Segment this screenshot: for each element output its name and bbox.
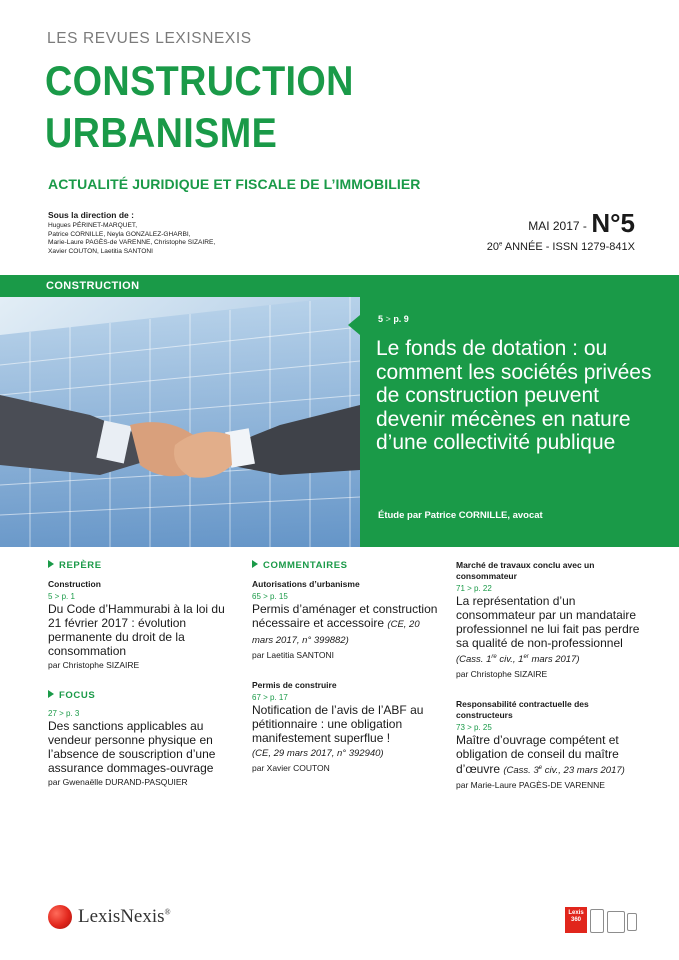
lexis360-badge <box>565 907 587 933</box>
article-title: Notification de l’avis de l’ABF au pétitionnaire : une obligation manifestement superflue ! (CE, 29 mars 2017, n° 392940) <box>252 703 424 759</box>
case-citation: (Cass. 3e civ., 23 mars 2017) <box>503 765 625 777</box>
lexisnexis-mark-icon <box>48 905 72 929</box>
series-name: LES REVUES LEXISNEXIS <box>47 30 252 47</box>
feature-page-ref: 5 > p. 9 <box>378 314 409 324</box>
article-author: par Christophe SIZAIRE <box>48 660 140 670</box>
issue-year-issn: 20e ANNÉE - ISSN 1279-841X <box>486 241 635 253</box>
desktop-icon <box>607 911 625 933</box>
lexis360-badge-text: Lexis 360 <box>568 910 584 923</box>
article-page-ref: 73 > p. 25 <box>456 723 492 733</box>
article-kicker: Autorisations d’urbanisme <box>252 579 360 589</box>
article-page-ref: 5 > p. 1 <box>48 592 75 601</box>
article-author: par Laetitia SANTONI <box>252 650 335 660</box>
article-author: par Xavier COUTON <box>252 763 330 773</box>
article-author: par Gwenaëlle DURAND-PASQUIER <box>48 777 188 787</box>
category-label: CONSTRUCTION <box>46 280 140 292</box>
article-page-ref: 65 > p. 15 <box>252 592 288 601</box>
article-kicker: Marché de travaux conclu avec un consommateur <box>456 560 595 581</box>
lexisnexis-wordmark: LexisNexis® <box>78 906 171 927</box>
director-line: Marie-Laure PAGÈS-de VARENNE, Christophe SIZAIRE, <box>48 239 216 247</box>
director-line: Patrice CORNILLE, Neyla GONZALEZ-GHARBI, <box>48 230 191 238</box>
feature-byline: Étude par Patrice CORNILLE, avocat <box>378 510 543 521</box>
journal-title-line1: CONSTRUCTION <box>45 57 354 104</box>
feature-headline: Le fonds de dotation : ou comment les sociétés privées de construction peuvent devenir mécènes en nature d’une collectivité publique <box>376 337 652 454</box>
issue-date: MAI 2017 - <box>528 219 587 233</box>
director-line: Xavier COUTON, Laetitia SANTONI <box>48 247 153 255</box>
issue-info <box>528 208 635 239</box>
feature-section <box>0 275 679 547</box>
article-author: par Marie-Laure PAGÈS-DE VARENNE <box>456 780 605 791</box>
column-commentaires-cont <box>456 560 646 800</box>
article-page-ref: 27 > p. 3 <box>48 709 80 718</box>
direction-names <box>48 222 308 256</box>
triangle-icon <box>252 560 258 568</box>
article-title: Des sanctions applicables au vendeur personne physique en l’absence de souscription d’une assurance dommages-ouvrage <box>48 719 216 775</box>
article-kicker: Permis de construire <box>252 680 337 690</box>
panel-pointer <box>348 315 360 335</box>
article-title: La représentation d’un consommateur par un mandataire professionnel ne lui fait pas perdre sa qualité de non-professionnel (Cass. 1re civ., 1er mars 2017) <box>456 594 640 666</box>
triangle-icon <box>48 560 54 568</box>
section-heading-repere: REPÈRE <box>48 560 238 571</box>
article-title: Permis d’aménager et construction nécessaire et accessoire (CE, 20 mars 2017, n° 399882) <box>252 602 438 646</box>
journal-title-line2: URBANISME <box>45 109 278 156</box>
section-heading-commentaires: COMMENTAIRES <box>252 560 442 571</box>
issue-number: N°5 <box>591 208 635 238</box>
phone-icon <box>627 913 637 931</box>
article-title: Du Code d’Hammurabi à la loi du 21 février 2017 : évolution permanente du droit de la consommation <box>48 602 225 658</box>
article-page-ref: 67 > p. 17 <box>252 693 288 702</box>
article-title: Maître d’ouvrage compétent et obligation de conseil du maître d’œuvre (Cass. 3e civ., 23 mars 2017) <box>456 733 625 777</box>
column-commentaires <box>252 560 442 783</box>
case-citation: (Cass. 1re civ., 1er mars 2017) <box>456 654 580 666</box>
case-citation: (CE, 20 mars 2017, n° 399882) <box>252 619 420 646</box>
article-author: par Christophe SIZAIRE <box>456 669 548 680</box>
case-citation: (CE, 29 mars 2017, n° 392940) <box>252 748 384 759</box>
journal-subtitle: ACTUALITÉ JURIDIQUE ET FISCALE DE L’IMMOBILIER <box>48 176 421 192</box>
feature-panel <box>360 275 679 547</box>
triangle-icon <box>48 690 54 698</box>
section-heading-focus: FOCUS <box>48 690 238 701</box>
direction-heading: Sous la direction de : <box>48 210 134 220</box>
tablet-icon <box>590 909 604 933</box>
article-kicker: Responsabilité contractuelle des constructeurs <box>456 699 589 721</box>
column-repere-focus <box>48 560 238 797</box>
article-kicker: Construction <box>48 579 101 589</box>
director-line: Hugues PÉRINET-MARQUET, <box>48 222 138 229</box>
article-page-ref: 71 > p. 22 <box>456 584 492 593</box>
handshake-photo <box>0 275 360 547</box>
